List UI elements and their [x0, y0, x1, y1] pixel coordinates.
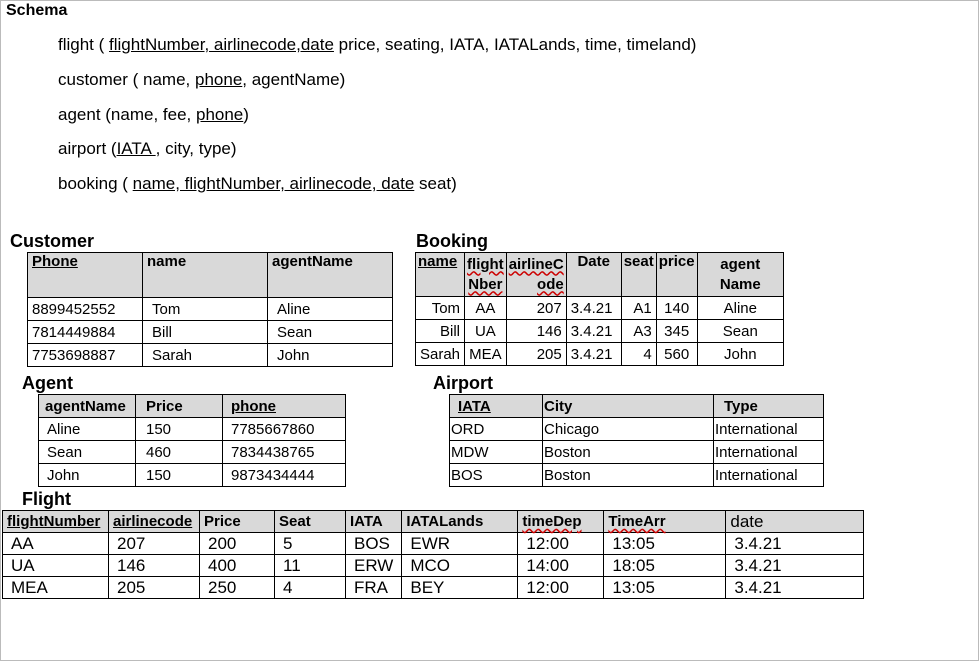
table-cell: 5	[275, 533, 346, 555]
schema-customer: customer ( name, phone, agentName)	[58, 70, 346, 89]
table-cell: Sean	[697, 320, 783, 343]
table-row	[416, 320, 784, 343]
table-cell: John	[268, 344, 393, 367]
airport-title: Airport	[433, 373, 493, 393]
schema-flight: flight ( flightNumber, airlinecode,date price, seating, IATA, IATALands, time, timeland)	[58, 35, 697, 54]
table-cell: 150	[136, 464, 223, 487]
table-cell: Boston	[543, 441, 714, 464]
table-cell: UA	[3, 555, 109, 577]
table-row	[416, 297, 784, 320]
table-cell: 3.4.21	[566, 297, 621, 320]
booking-header-name: name	[416, 253, 465, 297]
table-cell: ERW	[346, 555, 402, 577]
table-cell: Chicago	[543, 418, 714, 441]
agent-table	[38, 394, 346, 487]
table-row	[28, 298, 393, 321]
table-cell: 7834438765	[223, 441, 346, 464]
table-cell: 200	[200, 533, 275, 555]
table-cell: International	[714, 441, 824, 464]
booking-title: Booking	[416, 231, 488, 251]
agent-title: Agent	[22, 373, 73, 393]
table-cell: Sean	[39, 441, 136, 464]
table-row	[450, 418, 824, 441]
table-cell: 3.4.21	[566, 343, 621, 366]
table-cell: 146	[109, 555, 200, 577]
booking-header-date: Date	[566, 253, 621, 297]
flight-table	[2, 510, 864, 599]
table-row	[28, 344, 393, 367]
airport-header-iata: IATA	[450, 395, 543, 418]
table-cell: Boston	[543, 464, 714, 487]
table-cell: 7814449884	[28, 321, 143, 344]
table-cell: 3.4.21	[726, 533, 864, 555]
booking-header-agentname: agent Name	[697, 253, 783, 297]
table-cell: 3.4.21	[726, 555, 864, 577]
table-row	[3, 533, 864, 555]
table-row	[39, 464, 346, 487]
table-cell: MCO	[402, 555, 518, 577]
table-cell: Sean	[268, 321, 393, 344]
table-row	[450, 441, 824, 464]
table-cell: MDW	[450, 441, 543, 464]
table-cell: Tom	[143, 298, 268, 321]
flight-header-flightnumber: flightNumber	[3, 511, 109, 533]
table-cell: BOS	[450, 464, 543, 487]
table-cell: 400	[200, 555, 275, 577]
schema-airport: airport (IATA , city, type)	[58, 139, 237, 158]
table-cell: BOS	[346, 533, 402, 555]
flight-header-timedep: timeDep	[518, 511, 604, 533]
table-cell: 150	[136, 418, 223, 441]
table-cell: Sarah	[416, 343, 465, 366]
customer-header-phone: Phone	[28, 253, 143, 298]
flight-header-date: date	[726, 511, 864, 533]
table-cell: John	[697, 343, 783, 366]
table-cell: A3	[621, 320, 656, 343]
schema-title: Schema	[6, 2, 68, 19]
flight-header-seat: Seat	[275, 511, 346, 533]
table-row	[3, 555, 864, 577]
table-cell: Aline	[268, 298, 393, 321]
booking-header-price: price	[656, 253, 697, 297]
customer-header-agentname: agentName	[268, 253, 393, 298]
table-cell: 250	[200, 577, 275, 599]
booking-header-flightnumber: flight Nber	[465, 253, 507, 297]
customer-header-name: name	[143, 253, 268, 298]
booking-header-airlinecode: airlineC ode	[506, 253, 566, 297]
flight-header-iata: IATA	[346, 511, 402, 533]
table-cell: MEA	[465, 343, 507, 366]
table-cell: 11	[275, 555, 346, 577]
schema-agent: agent (name, fee, phone)	[58, 105, 249, 124]
table-row	[3, 577, 864, 599]
booking-table	[415, 252, 784, 366]
agent-header-agentname: agentName	[39, 395, 136, 418]
table-cell: A1	[621, 297, 656, 320]
booking-header-seat: seat	[621, 253, 656, 297]
table-cell: 460	[136, 441, 223, 464]
table-cell: 345	[656, 320, 697, 343]
table-row	[39, 418, 346, 441]
table-cell: 3.4.21	[726, 577, 864, 599]
agent-header-price: Price	[136, 395, 223, 418]
table-cell: 205	[506, 343, 566, 366]
airport-header-city: City	[543, 395, 714, 418]
table-cell: 560	[656, 343, 697, 366]
airport-table	[449, 394, 824, 487]
table-cell: 8899452552	[28, 298, 143, 321]
table-cell: 4	[621, 343, 656, 366]
flight-header-price: Price	[200, 511, 275, 533]
table-cell: 3.4.21	[566, 320, 621, 343]
table-cell: International	[714, 418, 824, 441]
flight-header-timearr: TimeArr	[604, 511, 726, 533]
table-cell: 140	[656, 297, 697, 320]
table-cell: 207	[506, 297, 566, 320]
table-cell: EWR	[402, 533, 518, 555]
table-cell: 13:05	[604, 533, 726, 555]
table-cell: UA	[465, 320, 507, 343]
table-cell: Aline	[39, 418, 136, 441]
table-cell: AA	[465, 297, 507, 320]
agent-header-phone: phone	[223, 395, 346, 418]
table-cell: FRA	[346, 577, 402, 599]
table-cell: AA	[3, 533, 109, 555]
table-cell: Sarah	[143, 344, 268, 367]
flight-header-airlinecode: airlinecode	[109, 511, 200, 533]
table-row	[450, 464, 824, 487]
table-cell: ORD	[450, 418, 543, 441]
table-cell: Aline	[697, 297, 783, 320]
table-cell: 205	[109, 577, 200, 599]
table-cell: 146	[506, 320, 566, 343]
table-cell: 12:00	[518, 577, 604, 599]
customer-title: Customer	[10, 231, 95, 251]
table-cell: Tom	[416, 297, 465, 320]
table-cell: Bill	[416, 320, 465, 343]
table-cell: 12:00	[518, 533, 604, 555]
table-cell: 18:05	[604, 555, 726, 577]
flight-header-iatalands: IATALands	[402, 511, 518, 533]
customer-table	[27, 252, 393, 367]
table-cell: International	[714, 464, 824, 487]
table-cell: 13:05	[604, 577, 726, 599]
table-cell: 7785667860	[223, 418, 346, 441]
schema-booking: booking ( name, flightNumber, airlinecode, date seat)	[58, 174, 457, 193]
table-cell: John	[39, 464, 136, 487]
flight-title: Flight	[22, 489, 71, 509]
table-cell: BEY	[402, 577, 518, 599]
table-cell: MEA	[3, 577, 109, 599]
table-cell: 4	[275, 577, 346, 599]
table-row	[39, 441, 346, 464]
airport-header-type: Type	[714, 395, 824, 418]
table-cell: 7753698887	[28, 344, 143, 367]
table-cell: 9873434444	[223, 464, 346, 487]
table-cell: 14:00	[518, 555, 604, 577]
table-cell: 207	[109, 533, 200, 555]
table-cell: Bill	[143, 321, 268, 344]
table-row	[28, 321, 393, 344]
table-row	[416, 343, 784, 366]
